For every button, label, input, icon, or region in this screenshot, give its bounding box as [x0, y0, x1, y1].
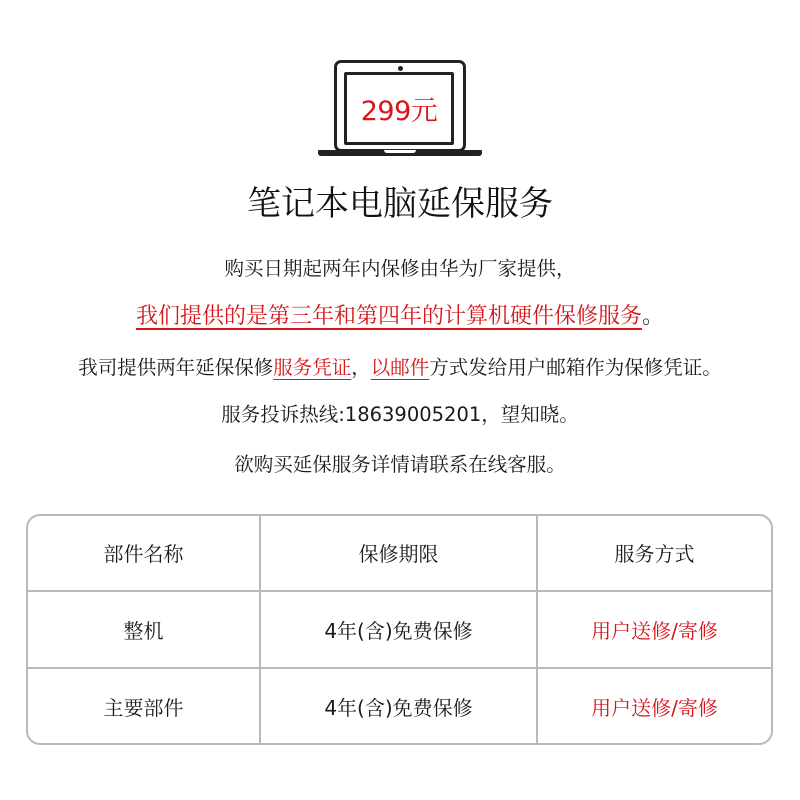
email-delivery-highlight: 以邮件	[370, 356, 430, 379]
header-service-method: 服务方式	[537, 516, 771, 591]
certificate-text	[0, 353, 800, 383]
certificate-text-a: 我司提供两年延保保修	[78, 356, 274, 379]
contact-service-text: 欲购买延保服务详情请联系在线客服。	[234, 453, 566, 476]
laptop-notch	[384, 150, 416, 153]
cell-part-name: 主要部件	[28, 668, 260, 743]
complaint-hotline-text: 服务投诉热线:18639005201，望知晓。	[221, 403, 579, 426]
warranty-table	[26, 514, 773, 745]
table-row	[28, 591, 771, 668]
laptop-lid	[334, 60, 466, 152]
coverage-period: 。	[642, 304, 665, 329]
cell-part-name: 整机	[28, 591, 260, 668]
cell-warranty-period: 4年(含)免费保修	[260, 591, 537, 668]
table-row	[28, 668, 771, 743]
certificate-text-b: ，	[351, 356, 371, 379]
extended-coverage-text	[0, 302, 800, 332]
cell-warranty-period: 4年(含)免费保修	[260, 668, 537, 743]
laptop-icon	[318, 57, 482, 161]
header-part-name: 部件名称	[28, 516, 260, 591]
service-certificate-highlight: 服务凭证	[273, 356, 352, 379]
warranty-intro-text: 购买日期起两年内保修由华为厂家提供，	[224, 257, 576, 280]
cell-service-method: 用户送修/寄修	[537, 591, 771, 668]
header-warranty-period: 保修期限	[260, 516, 537, 591]
table-header-row	[28, 516, 771, 591]
camera-icon	[398, 66, 403, 71]
page-title: 笔记本电脑延保服务	[247, 184, 553, 224]
price-label: 299元	[360, 96, 438, 127]
cell-service-method: 用户送修/寄修	[537, 668, 771, 743]
warranty-table-grid	[28, 516, 771, 743]
coverage-highlight: 我们提供的是第三年和第四年的计算机硬件保修服务	[135, 304, 642, 329]
laptop-screen	[344, 72, 454, 145]
certificate-text-c: 方式发给用户邮箱作为保修凭证。	[429, 356, 722, 379]
